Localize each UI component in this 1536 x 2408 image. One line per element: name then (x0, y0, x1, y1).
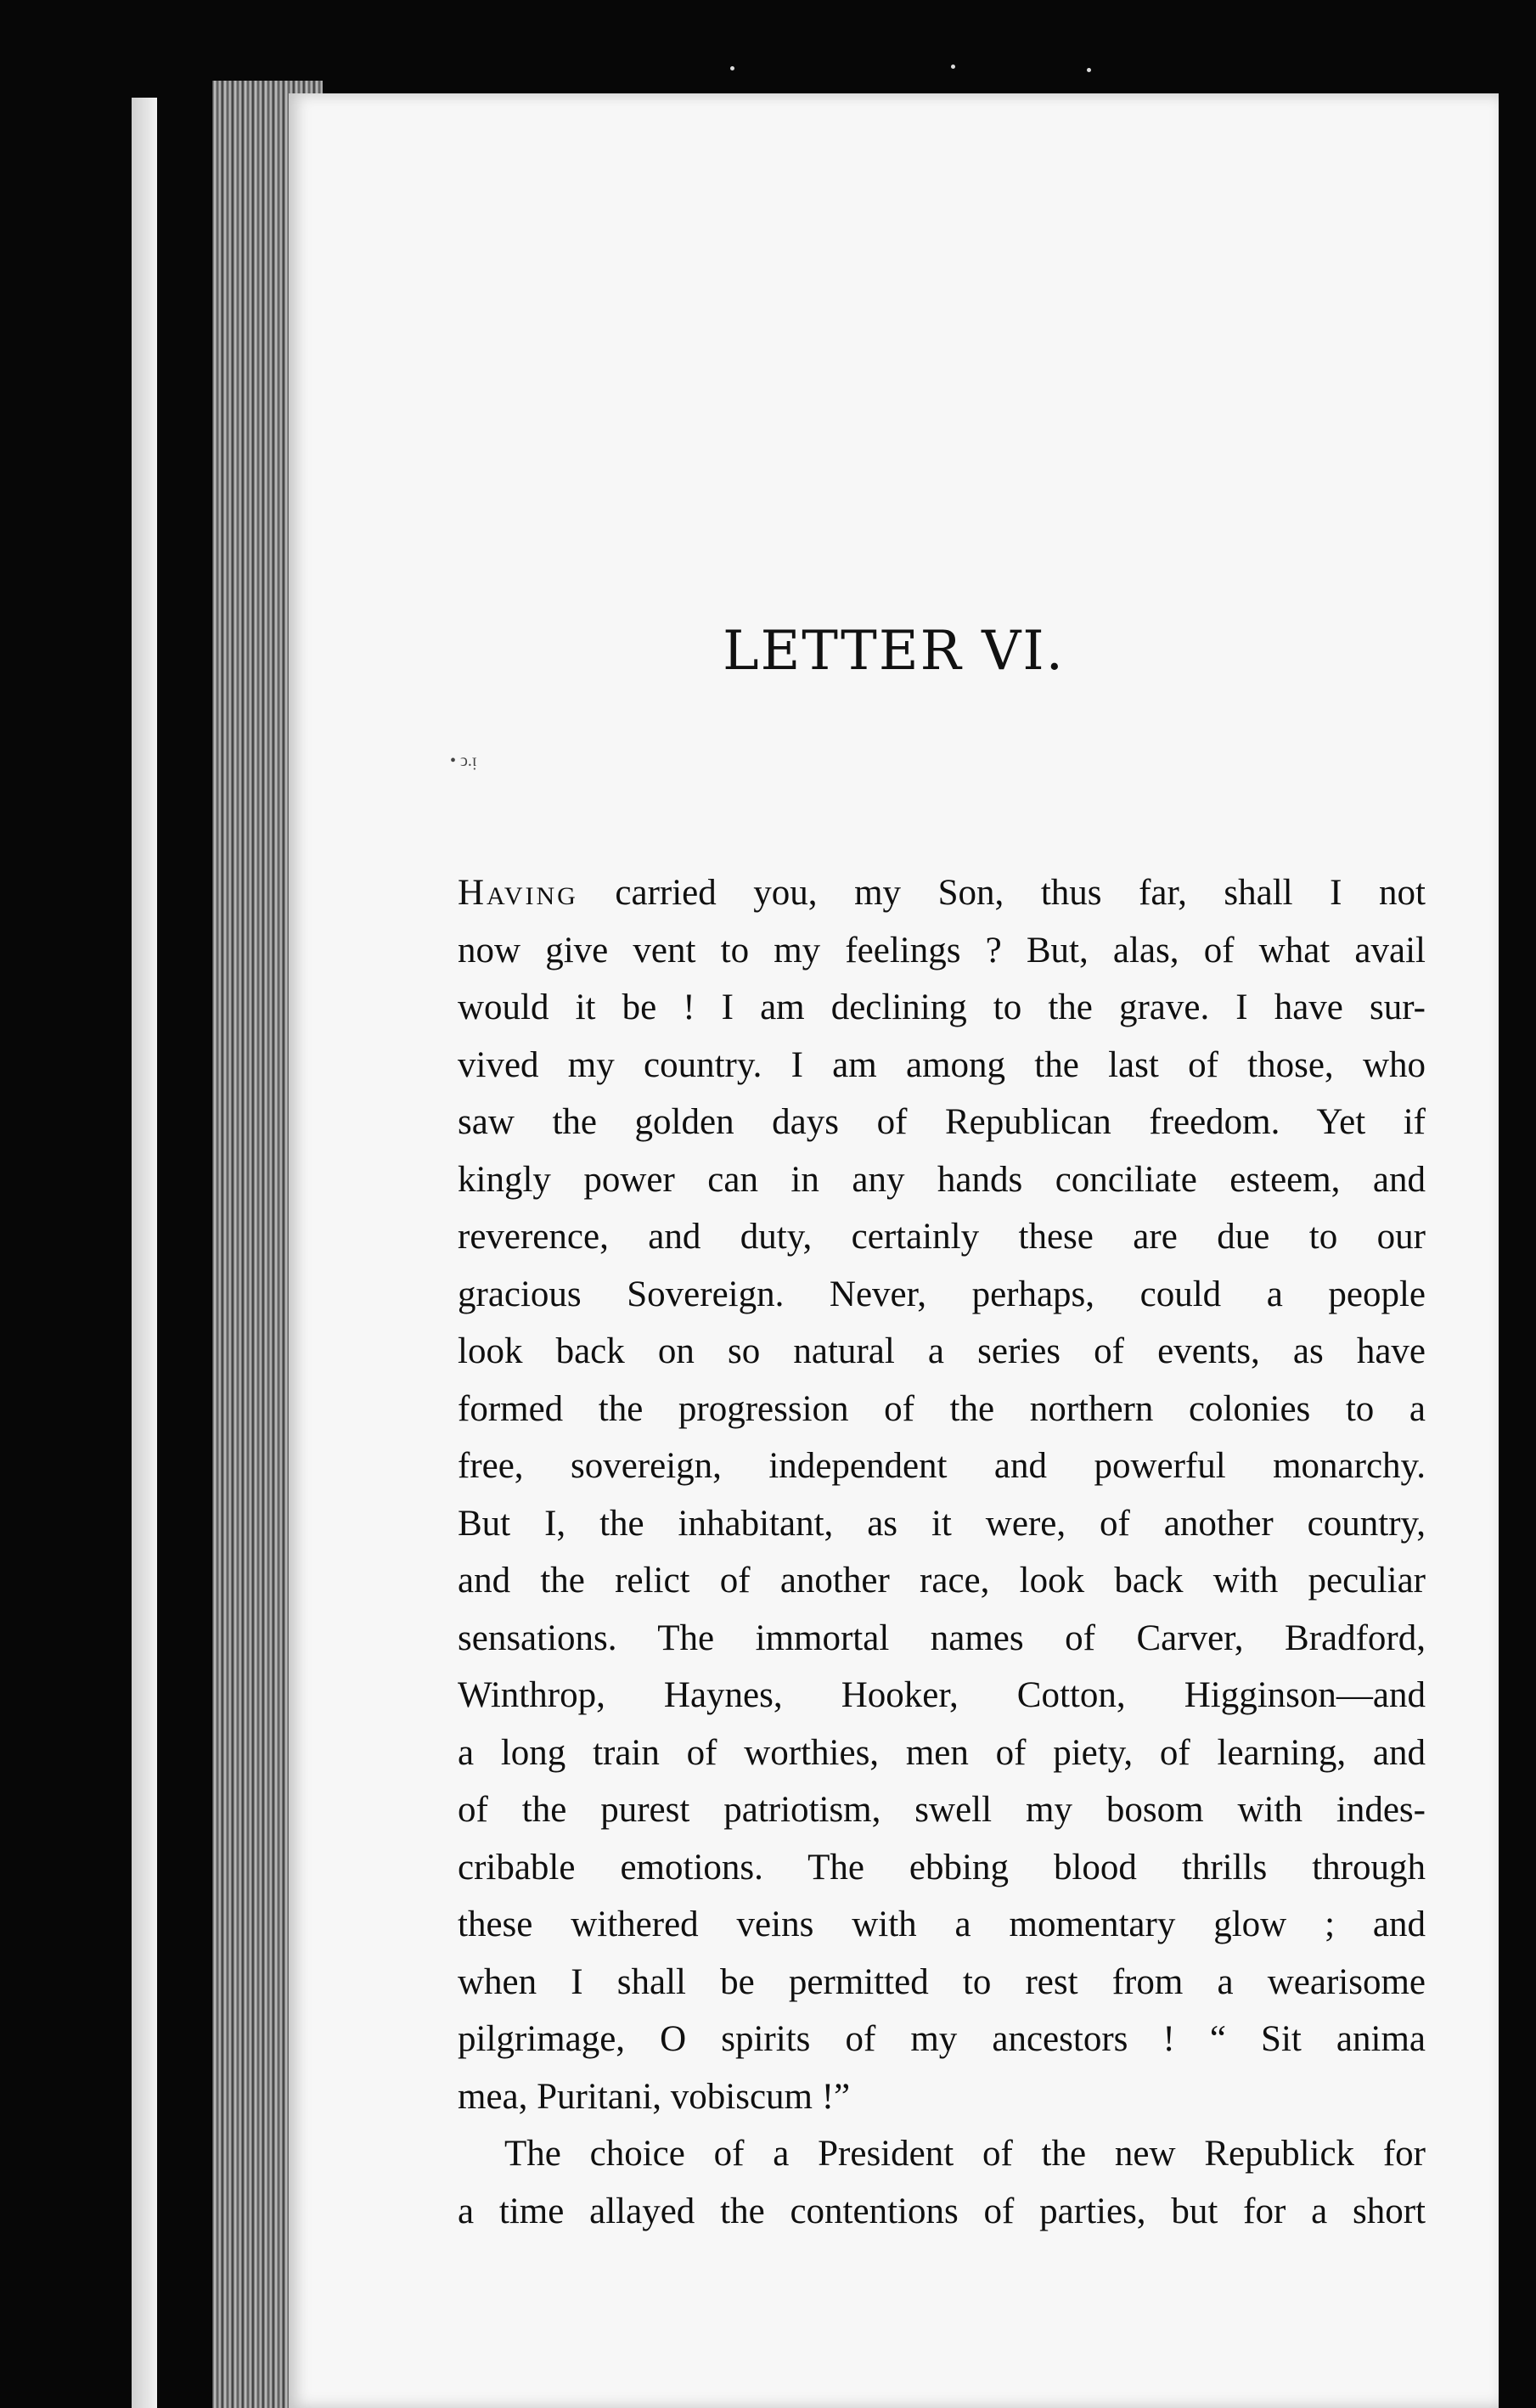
body-line: a time allayed the contentions of parties, but for a short (458, 2191, 1426, 2231)
body-line: The choice of a President of the new Republick for (504, 2134, 1426, 2174)
scan-dust-mark (730, 66, 734, 70)
body-line: sensations. The immortal names of Carver, Bradford, (458, 1618, 1426, 1658)
body-line: of the purest patriotism, swell my bosom with indes- (458, 1790, 1426, 1830)
body-line: free, sovereign, independent and powerful monarchy. (458, 1446, 1426, 1486)
opening-word: Having (458, 873, 578, 913)
body-line: reverence, and duty, certainly these are due to our (458, 1217, 1426, 1257)
letter-title: LETTER VI. (723, 620, 1065, 683)
body-line: now give vent to my feelings ? But, alas, of what avail (458, 930, 1426, 971)
body-line: formed the progression of the northern colonies to a (458, 1388, 1426, 1429)
body-line: and the relict of another race, look back with peculiar (458, 1561, 1426, 1601)
body-line: gracious Sovereign. Never, perhaps, could a people (458, 1274, 1426, 1314)
body-line: look back on so natural a series of events, as have (458, 1331, 1426, 1371)
book-page (289, 93, 1499, 2408)
scan-top-marks (645, 59, 1240, 85)
body-line: a long train of worthies, men of piety, of learning, and (458, 1732, 1426, 1773)
body-line: Winthrop, Haynes, Hooker, Cotton, Higginson—and (458, 1675, 1426, 1715)
letter-body (458, 864, 1426, 2240)
scan-dust-mark (951, 65, 955, 69)
body-line: mea, Puritani, vobiscum !” (458, 2076, 851, 2117)
body-line: vived my country. I am among the last of those, who (458, 1044, 1426, 1085)
body-line: But I, the inhabitant, as it were, of another country, (458, 1503, 1426, 1544)
body-line: kingly power can in any hands conciliate esteem, and (458, 1159, 1426, 1200)
body-line: cribable emotions. The ebbing blood thrills through (458, 1847, 1426, 1888)
body-line: when I shall be permitted to rest from a wearisome (458, 1961, 1426, 2002)
body-line-1 (458, 864, 1426, 922)
first-line-rest: carried you, my Son, thus far, shall I not (577, 873, 1426, 913)
body-line: saw the golden days of Republican freedom. Yet if (458, 1102, 1426, 1142)
scan-dust-mark (1087, 68, 1091, 72)
body-line: pilgrimage, O spirits of my ancestors ! “ Sit anima (458, 2019, 1426, 2059)
ornament-mark: • ↄ.ᴉ (450, 751, 477, 770)
scan-margin-strip (132, 98, 157, 2408)
body-line: these withered veins with a momentary glow ; and (458, 1904, 1426, 1944)
body-line: would it be ! I am declining to the grave. I have sur- (458, 987, 1426, 1027)
